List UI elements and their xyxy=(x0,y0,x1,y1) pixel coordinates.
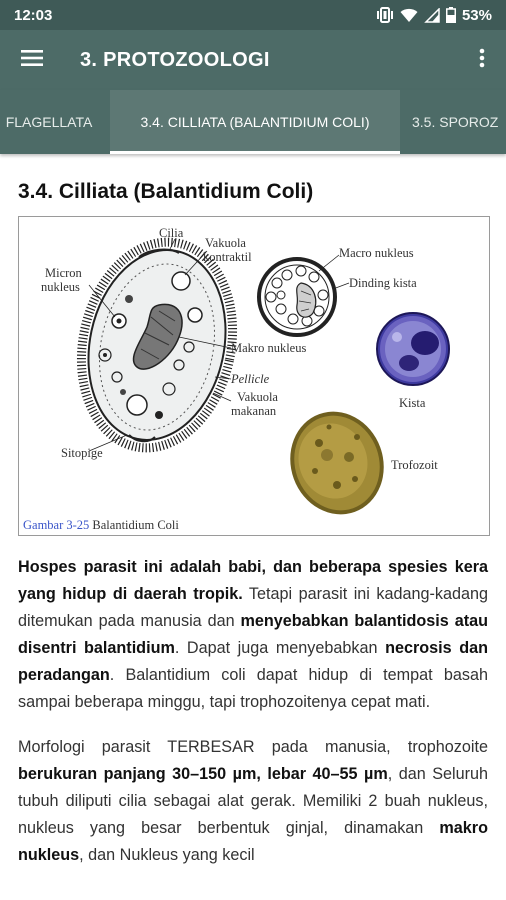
label-vakuola-kontraktil-2: kontraktil xyxy=(203,250,252,264)
bold-makro-nukleus: makro nukleus xyxy=(18,819,488,864)
text-segment: Morfologi parasit TERBESAR pada manusia, trophozoite xyxy=(18,738,488,756)
app-bar xyxy=(0,30,506,90)
label-makro-nukleus: Makro nukleus xyxy=(231,341,307,355)
battery-percent: 53% xyxy=(461,6,492,24)
label-kista: Kista xyxy=(399,396,426,410)
article-content xyxy=(0,154,506,900)
balantidium-figure xyxy=(18,216,490,536)
bold-balantidosis: menyebabkan balantidosis atau disentri balantidium xyxy=(18,612,488,657)
status-bar xyxy=(0,0,506,30)
article-title: 3.4. Cilliata (Balantidium Coli) xyxy=(18,180,314,203)
figure-caption-text: Balantidium Coli xyxy=(89,518,179,532)
trofozoit-photo xyxy=(276,398,398,527)
text-segment: . Balantidium coli dapat hidup di tempat basah sampai beberapa minggu, tapi trophozoitenya cepat mati. xyxy=(18,666,488,711)
tab-sporozoa[interactable]: 3.5. SPOROZ xyxy=(412,114,499,130)
signal-icon xyxy=(424,8,440,23)
menu-button[interactable] xyxy=(0,30,64,90)
battery-icon xyxy=(446,7,456,23)
label-vakuola-makanan-2: makanan xyxy=(231,404,277,418)
vibrate-icon xyxy=(376,7,394,23)
text-segment: , dan Seluruh tubuh diliputi cilia sebagai alat gerak. Memiliki 2 buah nukleus, nukleus yang besar berbentuk ginjal, dinamakan xyxy=(18,765,489,837)
status-icons xyxy=(376,7,492,24)
cyst-drawing xyxy=(259,259,335,335)
figure-illustration xyxy=(19,217,489,535)
paragraph-hospes xyxy=(18,554,488,716)
bold-hospes: Hospes parasit ini adalah babi, dan beberapa spesies kera yang hidup di daerah tropik. xyxy=(18,558,488,603)
tab-bar xyxy=(0,90,506,154)
kista-photo xyxy=(377,313,449,385)
more-options-button[interactable] xyxy=(458,30,506,90)
label-micron: Micron xyxy=(45,266,82,280)
label-pellicle: Pellicle xyxy=(231,372,270,386)
label-vakuola-makanan: Vakuola xyxy=(237,390,278,404)
more-vert-icon xyxy=(479,48,485,73)
figure-caption xyxy=(23,518,179,533)
label-trofozoit: Trofozoit xyxy=(391,458,438,472)
label-micron-2: nukleus xyxy=(41,280,80,294)
figure-number: Gambar 3-25 xyxy=(23,518,90,532)
label-cilia: Cilia xyxy=(159,226,184,240)
tab-cilliata[interactable]: 3.4. CILLIATA (BALANTIDIUM COLI) xyxy=(110,90,400,154)
tab-flagellata[interactable]: FLAGELLATA xyxy=(5,114,93,130)
label-vakuola-kontraktil: Vakuola xyxy=(205,236,246,250)
bold-necrosis: necrosis dan peradangan xyxy=(18,639,488,684)
text-segment: Tetapi parasit ini kadang-kadang ditemukan pada manusia dan xyxy=(18,585,488,630)
status-time: 12:03 xyxy=(14,6,53,24)
app-title: 3. PROTOZOOLOGI xyxy=(80,48,270,71)
text-segment: , dan Nukleus yang kecil xyxy=(79,846,255,864)
label-dinding-kista: Dinding kista xyxy=(349,276,417,290)
text-segment: . Dapat juga menyebabkan xyxy=(174,639,386,657)
wifi-icon xyxy=(400,8,418,23)
bold-ukuran: berukuran panjang 30–150 µm, lebar 40–55 µm xyxy=(18,765,388,783)
paragraph-morfologi xyxy=(18,734,488,869)
hamburger-icon xyxy=(21,50,43,71)
label-sitopige: Sitopige xyxy=(61,446,103,460)
label-macro-nukleus: Macro nukleus xyxy=(339,246,414,260)
